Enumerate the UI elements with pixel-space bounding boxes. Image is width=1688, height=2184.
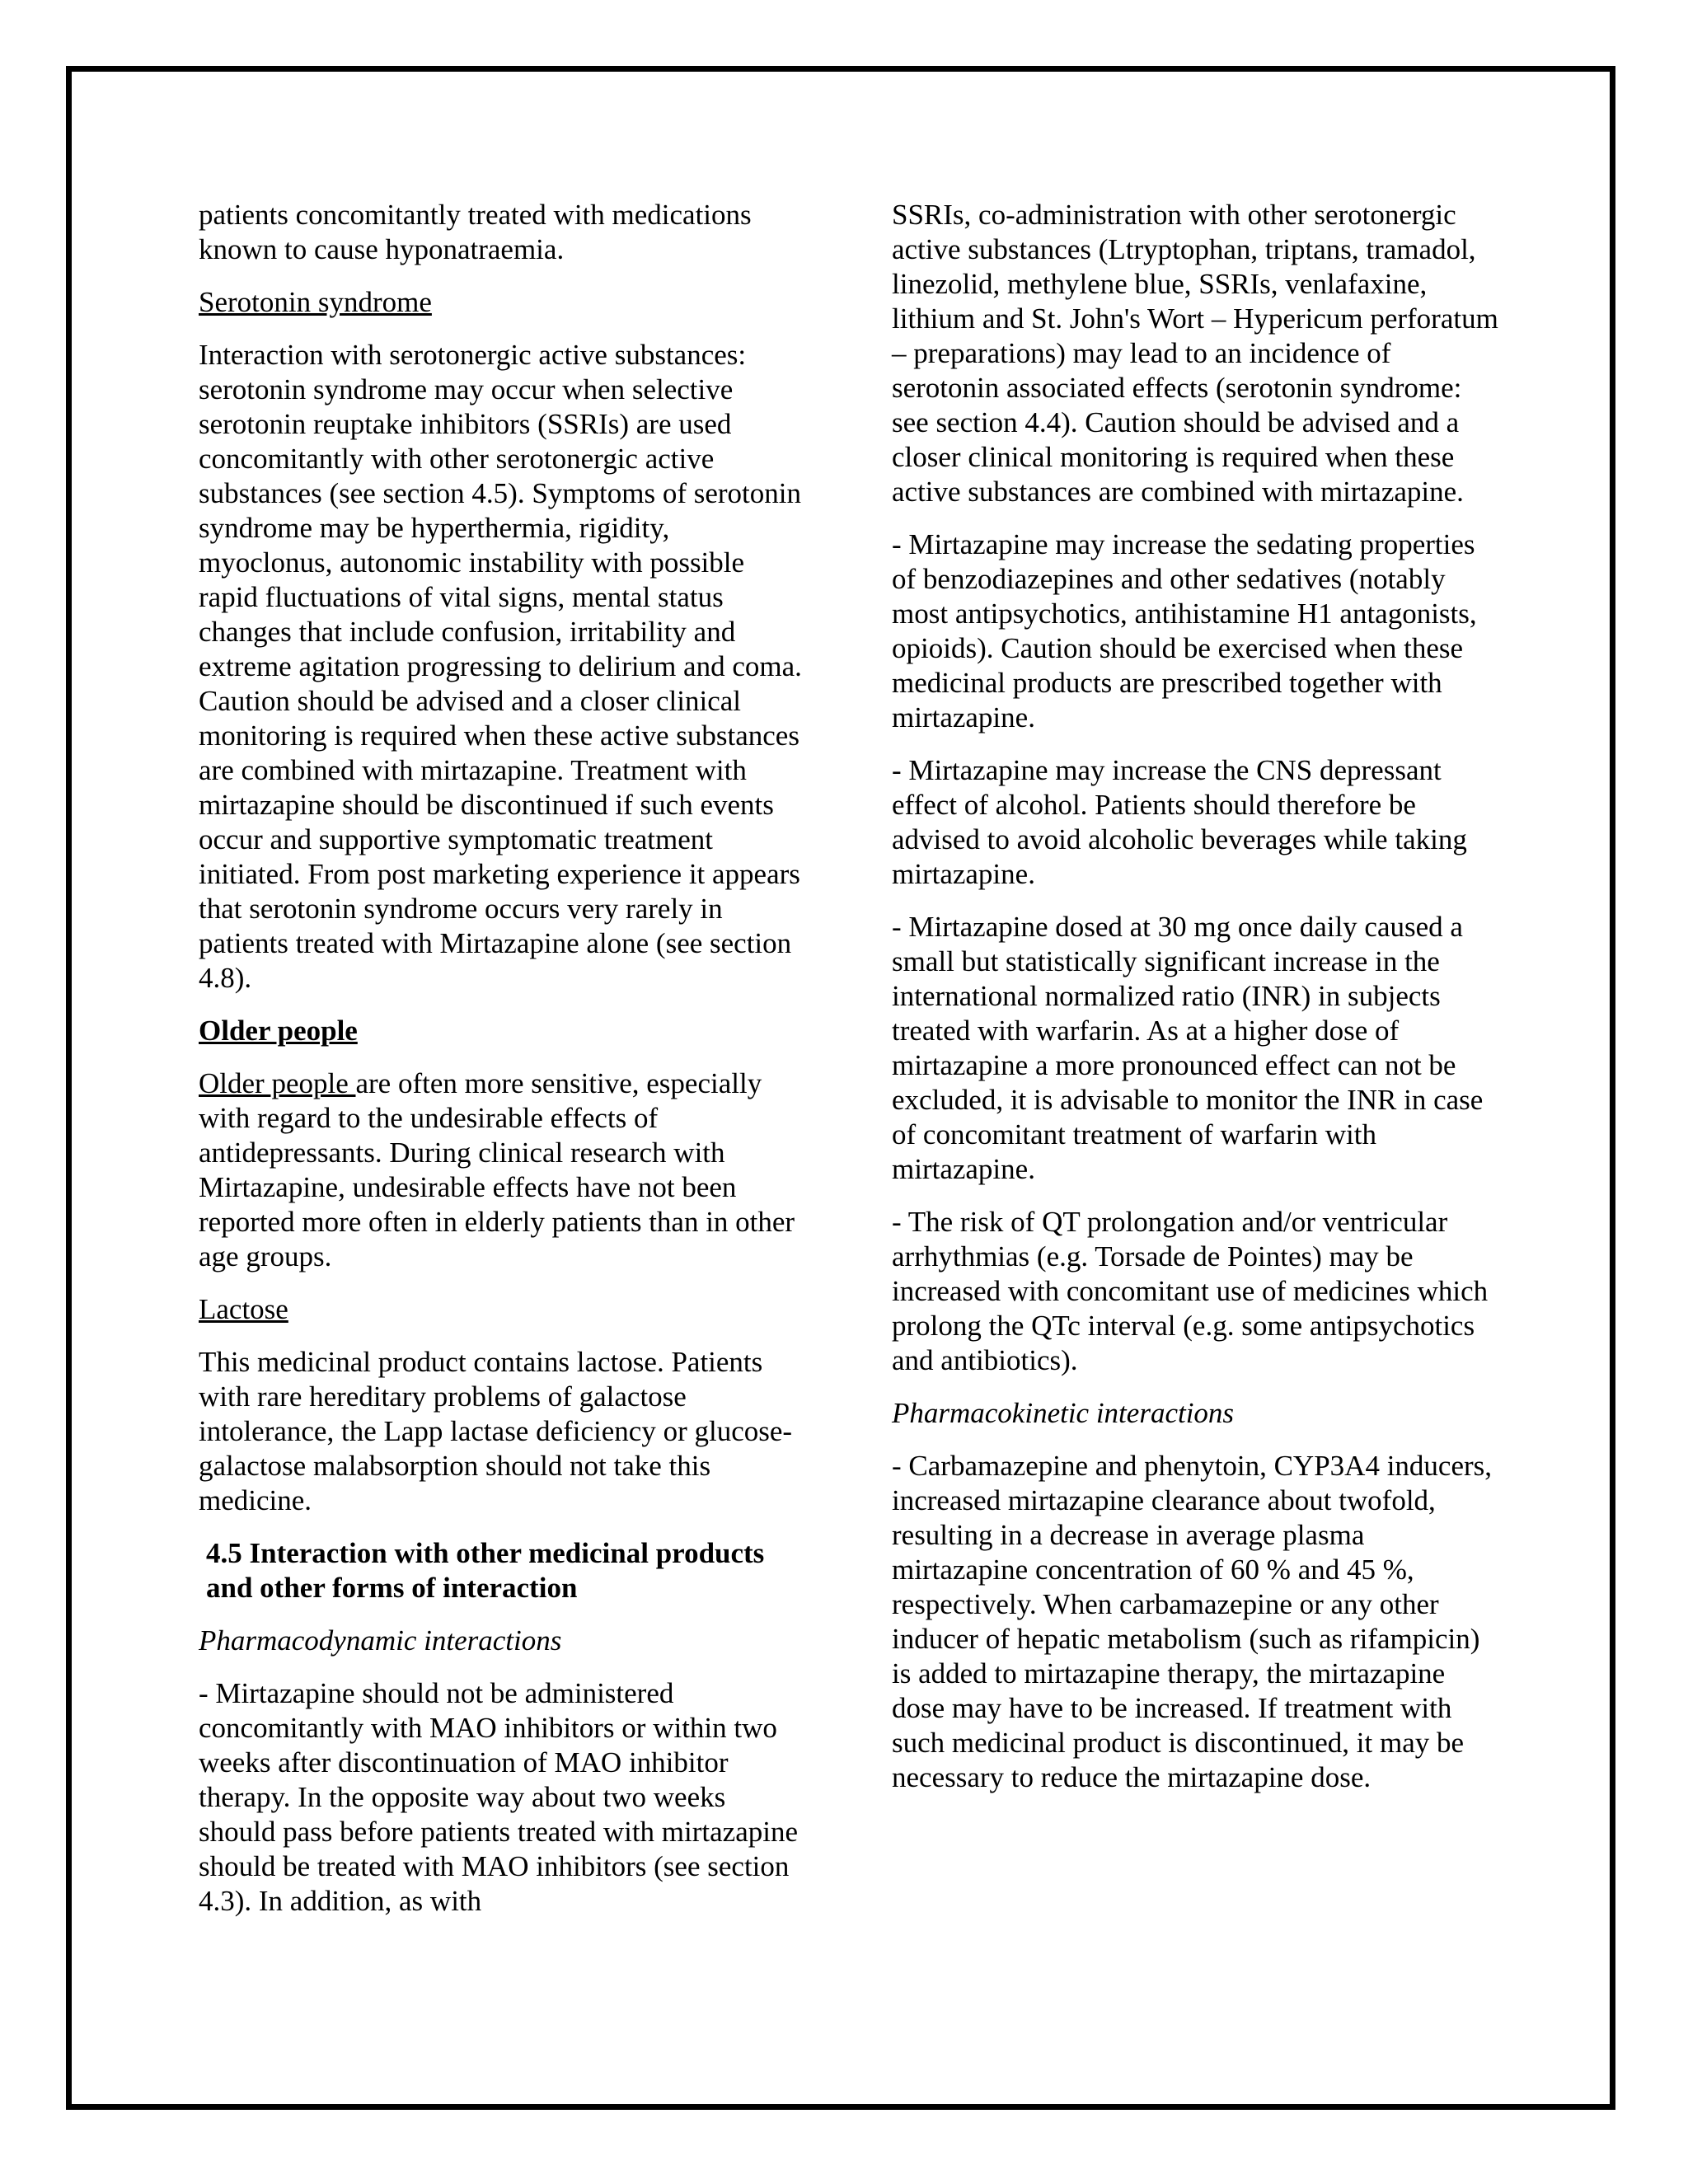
serotonergic-coadministration-paragraph: SSRIs, co-administration with other serotonergic active substances (Ltryptophan, triptans, tramadol, linezolid, methylene blue, SSRIs, venlafaxine, lithium and St. John's Wort – Hypericum perforatum – preparations) may lead to an incidence of serotonin associated effects (serotonin syndrome: see section 4.4). Caution should be advised and a closer clinical monitoring is required when these active substances are combined with mirtazapine.: [892, 199, 1498, 508]
right-column: [892, 198, 1502, 1813]
older-people-paragraph: [199, 1066, 809, 1274]
mao-inhibitors-paragraph: - Mirtazapine should not be administered concomitantly with MAO inhibitors or within two weeks after discontinuation of MAO inhibitor therapy. In the opposite way about two weeks should pass before patients treated with mirtazapine should be treated with MAO inhibitors (see section 4.3). In addition, as with: [199, 1677, 798, 1917]
sedating-properties-paragraph: - Mirtazapine may increase the sedating properties of benzodiazepines and other sedatives (notably most antipsychotics, antihistamine H1 antagonists, opioids). Caution should be exercised when these medicinal products are prescribed together with mirtazapine.: [892, 528, 1477, 733]
serotonin-syndrome-heading: Serotonin syndrome: [199, 286, 432, 318]
cyp3a4-inducers-paragraph: - Carbamazepine and phenytoin, CYP3A4 inducers, increased mirtazapine clearance about twofold, resulting in a decrease in average plasma mirtazapine concentration of 60 % and 45 %, respectively. When carbamazepine or any other inducer of hepatic metabolism (such as rifampicin) is added to mirtazapine therapy, the mirtazapine dose may have to be increased. If treatment with such medicinal product is discontinued, it may be necessary to reduce the mirtazapine dose.: [892, 1450, 1493, 1793]
serotonin-syndrome-paragraph: Interaction with serotonergic active substances: serotonin syndrome may occur when selective serotonin reuptake inhibitors (SSRIs) are used concomitantly with other serotonergic active substances (see section 4.5). Symptoms of serotonin syndrome may be hyperthermia, rigidity, myoclonus, autonomic instability with possible rapid fluctuations of vital signs, mental status changes that include confusion, irritability and extreme agitation progressing to delirium and coma. Caution should be advised and a closer clinical monitoring is required when these active substances are combined with mirtazapine. Treatment with mirtazapine should be discontinued if such events occur and supportive symptomatic treatment initiated. From post marketing experience it appears that serotonin syndrome occurs very rarely in patients treated with Mirtazapine alone (see section 4.8).: [199, 339, 802, 994]
hyponatraemia-paragraph: patients concomitantly treated with medications known to cause hyponatraemia.: [199, 199, 752, 265]
older-people-heading: Older people: [199, 1015, 358, 1047]
older-people-text: are often more sensitive, especially with regard to the undesirable effects of antidepressants. During clinical research with Mirtazapine, undesirable effects have not been reported more often in elderly patients than in other age groups.: [199, 1067, 795, 1272]
lactose-paragraph: This medicinal product contains lactose. Patients with rare hereditary problems of galactose intolerance, the Lapp lactase deficiency or glucose-galactose malabsorption should not take this medicine.: [199, 1346, 793, 1516]
warfarin-inr-paragraph: - Mirtazapine dosed at 30 mg once daily caused a small but statistically significant increase in the international normalized ratio (INR) in subjects treated with warfarin. As at a higher dose of mirtazapine a more pronounced effect can not be excluded, it is advisable to monitor the INR in case of concomitant treatment of warfarin with mirtazapine.: [892, 911, 1484, 1185]
alcohol-paragraph: - Mirtazapine may increase the CNS depressant effect of alcohol. Patients should therefore be advised to avoid alcoholic beverages while taking mirtazapine.: [892, 754, 1467, 890]
left-column: [199, 198, 809, 1937]
qt-prolongation-paragraph: - The risk of QT prolongation and/or ventricular arrhythmias (e.g. Torsade de Pointes) may be increased with concomitant use of medicines which prolong the QTc interval (e.g. some antipsychotics and antibiotics).: [892, 1206, 1489, 1376]
pharmacodynamic-heading: Pharmacodynamic interactions: [199, 1624, 562, 1657]
older-people-lead: Older people: [199, 1067, 356, 1099]
section-4-5-heading: 4.5 Interaction with other medicinal products and other forms of interaction: [206, 1537, 765, 1604]
pharmacokinetic-heading: Pharmacokinetic interactions: [892, 1397, 1235, 1429]
lactose-heading: Lactose: [199, 1293, 288, 1325]
